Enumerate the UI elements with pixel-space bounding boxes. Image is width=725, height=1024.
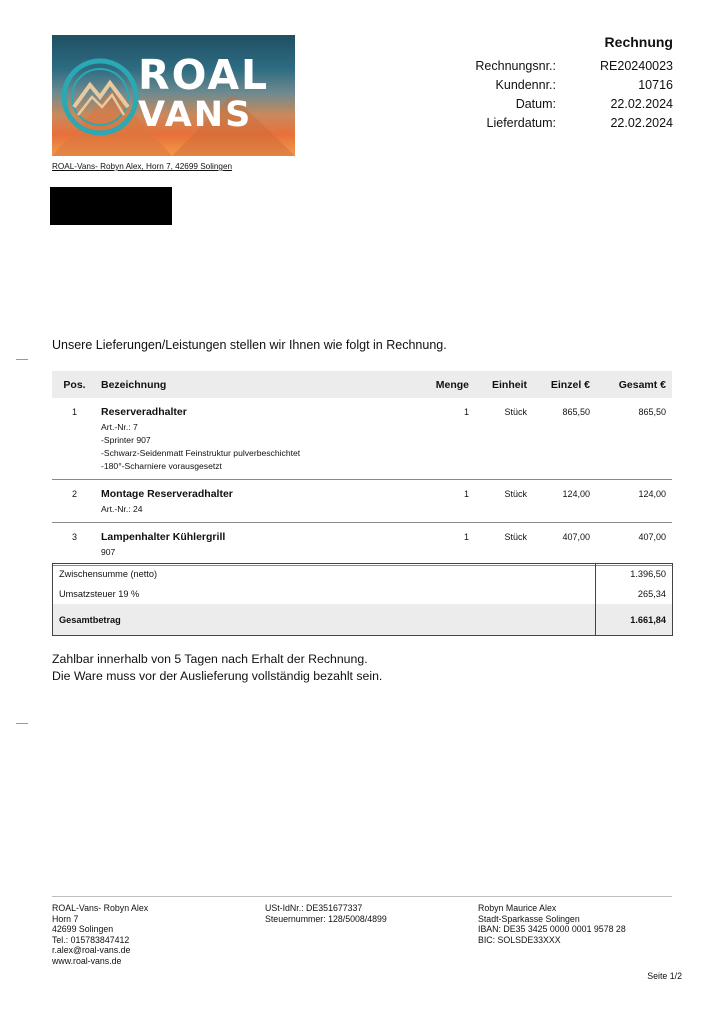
table-row [52,523,672,566]
row-unit: Stück [504,407,527,417]
item-detail: -Sprinter 907 [101,435,151,445]
header-menge: Menge [435,378,469,391]
meta-row-invoice-number [440,57,673,76]
meta-row-customer-number [440,76,673,95]
row-pos: 2 [71,489,77,499]
subtotal-row [53,564,672,584]
footer-line: IBAN: DE35 3425 0000 0001 9578 28 [478,924,626,934]
meta-label: Datum: [515,97,556,111]
row-unit-price: 865,50 [562,407,590,417]
meta-value: 10716 [638,78,673,92]
meta-label: Kundennr.: [495,78,556,92]
payment-notes [52,651,382,685]
row-description [97,531,399,559]
row-unit: Stück [504,532,527,542]
meta-row-date [440,95,673,114]
row-quantity: 1 [463,532,469,542]
row-total: 865,50 [638,407,666,417]
grand-total-row [53,604,672,635]
item-detail: 907 [101,547,116,557]
header-einzel: Einzel € [550,378,590,391]
item-name: Reserveradhalter [101,406,187,418]
row-total: 124,00 [638,489,666,499]
meta-value: 22.02.2024 [610,97,673,111]
grand-total-label: Gesamtbetrag [59,614,121,625]
footer-line: Steuernummer: 128/5008/4899 [265,913,387,924]
sender-address-line: ROAL-Vans- Robyn Alex, Horn 7, 42699 Solingen [52,162,233,171]
item-name: Lampenhalter Kühlergrill [101,531,226,543]
invoice-meta [440,57,673,133]
row-description [97,406,399,473]
meta-value: RE20240023 [600,59,673,73]
row-pos: 1 [71,407,77,417]
meta-row-delivery-date [440,114,673,133]
footer-bank-info [478,903,626,945]
footer-line: Robyn Maurice Alex [478,903,557,913]
row-unit-price: 124,00 [562,489,590,499]
footer-line: Stadt-Sparkasse Solingen [478,913,580,924]
row-pos: 3 [71,532,77,542]
meta-value: 22.02.2024 [610,116,673,130]
footer-company-info [52,903,148,966]
row-total: 407,00 [638,532,666,542]
tax-value: 265,34 [595,584,672,604]
logo-text-vans: VANS [138,95,253,135]
fold-mark [16,723,28,724]
tax-row [53,584,672,604]
item-detail: Art.-Nr.: 24 [101,504,143,514]
footer-line: www.roal-vans.de [52,955,122,966]
document-title: Rechnung [604,34,673,50]
row-unit: Stück [504,489,527,499]
payment-note: Zahlbar innerhalb von 5 Tagen nach Erhalt der Rechnung. [52,652,368,666]
item-detail: -Schwarz-Seidenmatt Feinstruktur pulverbeschichtet [101,448,301,458]
totals-box [52,563,673,636]
footer-tax-info [265,903,387,924]
footer-line: r.alex@roal-vans.de [52,945,131,955]
footer-divider [52,896,672,897]
item-detail: -180°-Scharniere vorausgesetzt [101,461,222,471]
page-number: Seite 1/2 [647,971,682,981]
redacted-recipient-address [50,187,172,225]
fold-mark [16,359,28,360]
logo-text-roal: ROAL [138,51,270,99]
subtotal-label: Zwischensumme (netto) [59,569,158,579]
footer-line: 42699 Solingen [52,924,114,934]
company-logo [52,35,295,156]
header-einheit: Einheit [491,378,527,391]
table-header [52,371,672,398]
header-gesamt: Gesamt € [618,378,666,391]
footer-line: USt-IdNr.: DE351677337 [265,903,363,913]
meta-label: Rechnungsnr.: [475,59,556,73]
subtotal-value: 1.396,50 [595,564,672,584]
row-quantity: 1 [463,489,469,499]
header-bezeichnung: Bezeichnung [101,378,167,391]
row-quantity: 1 [463,407,469,417]
footer-line: BIC: SOLSDE33XXX [478,934,561,945]
items-table [52,371,672,566]
row-description [97,488,399,516]
item-name: Montage Reserveradhalter [101,488,233,500]
header-pos: Pos. [63,378,86,391]
intro-text: Unsere Lieferungen/Leistungen stellen wir Ihnen wie folgt in Rechnung. [52,338,447,352]
grand-total-value: 1.661,84 [595,604,672,635]
row-unit-price: 407,00 [562,532,590,542]
tax-label: Umsatzsteuer 19 % [59,589,140,599]
item-detail: Art.-Nr.: 7 [101,422,138,432]
payment-note: Die Ware muss vor der Auslieferung vollständig bezahlt sein. [52,669,383,683]
footer-line: Horn 7 [52,913,79,924]
table-row [52,398,672,480]
footer-line: Tel.: 015783847412 [52,934,130,945]
footer-line: ROAL-Vans- Robyn Alex [52,903,149,913]
meta-label: Lieferdatum: [486,116,556,130]
table-row [52,480,672,523]
